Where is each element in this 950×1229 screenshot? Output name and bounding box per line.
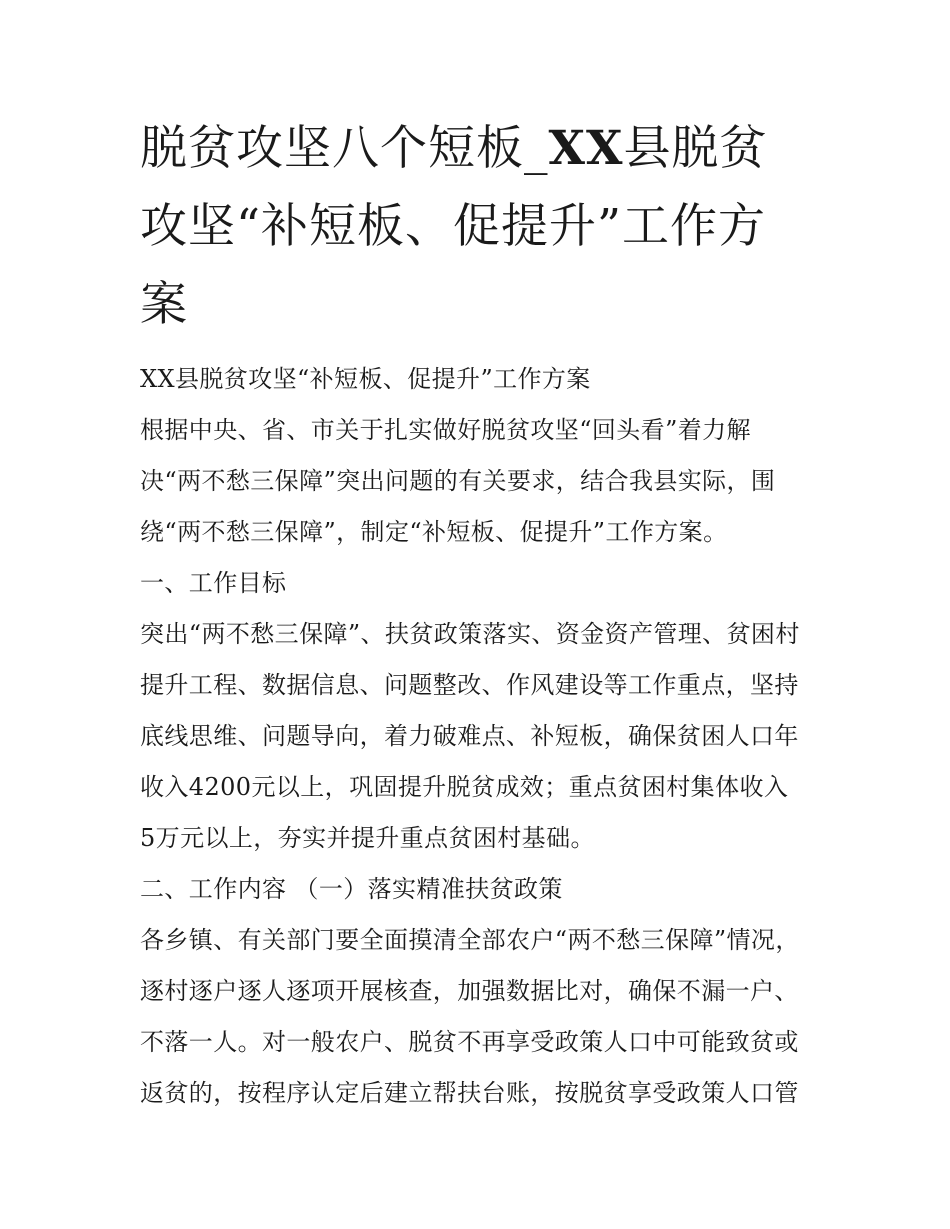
paragraph-line: 底线思维、问题导向，着力破难点、补短板，确保贫困人口年 [140, 722, 799, 750]
document-title [140, 110, 820, 344]
paragraph-line: 根据中央、省、市关于扎实做好脱贫攻坚“回头看”着力解 [140, 416, 751, 444]
paragraph-line: 突出“两不愁三保障”、扶贫政策落实、资金资产管理、贫困村 [140, 620, 800, 648]
paragraph-line: 提升工程、数据信息、问题整改、作风建设等工作重点，坚持 [140, 671, 799, 699]
title-line-1: 脱贫攻坚八个短板_XX县脱贫 [140, 121, 768, 176]
document-body [140, 354, 820, 1119]
paragraph-line: 绕“两不愁三保障”，制定“补短板、促提升”工作方案。 [140, 518, 728, 546]
title-line-2: 攻坚“补短板、促提升”工作方 [140, 199, 767, 254]
paragraph-line: 5万元以上，夯实并提升重点贫困村基础。 [140, 824, 595, 852]
paragraph-line: 收入4200元以上，巩固提升脱贫成效；重点贫困村集体收入 [140, 773, 789, 801]
paragraph-line: 各乡镇、有关部门要全面摸清全部农户“两不愁三保障”情况， [140, 926, 800, 954]
paragraph-line: 不落一人。对一般农户、脱贫不再享受政策人口中可能致贫或 [140, 1028, 799, 1056]
paragraph-line: 返贫的，按程序认定后建立帮扶台账，按脱贫享受政策人口管 [140, 1079, 799, 1107]
subtitle-line: XX县脱贫攻坚“补短板、促提升”工作方案 [140, 365, 591, 393]
paragraph-line: 决“两不愁三保障”突出问题的有关要求，结合我县实际，围 [140, 467, 776, 495]
paragraph-line: 逐村逐户逐人逐项开展核查，加强数据比对，确保不漏一户、 [140, 977, 799, 1005]
title-line-3: 案 [140, 277, 188, 332]
section-heading: 二、工作内容 （一）落实精准扶贫政策 [140, 875, 563, 903]
section-heading: 一、工作目标 [140, 569, 287, 597]
